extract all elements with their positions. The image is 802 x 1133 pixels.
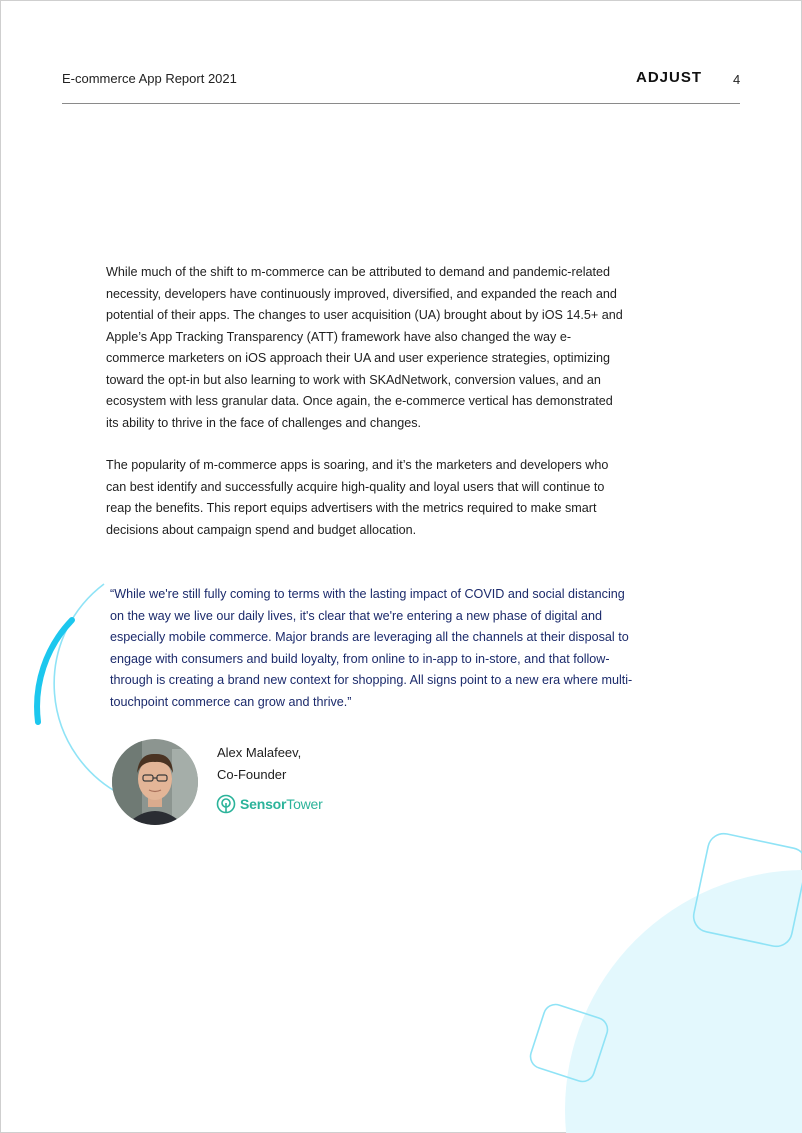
wordmark-bold: Sensor xyxy=(240,796,287,812)
author-avatar xyxy=(112,739,198,825)
sensor-tower-wordmark xyxy=(240,796,323,812)
sensor-tower-logo xyxy=(216,793,323,815)
body-paragraph-1: While much of the shift to m-commerce can be attributed to demand and pandemic-related necessity, developers have continuously improved, diversified, and expanded the reach and potential of their apps. The changes to user acquisition (UA) brought about by iOS 14.5+ and Apple’s App Tracking Transparency (ATT) framework have also changed the way e-commerce marketers on iOS approach their UA and user experience strategies, optimizing toward the opt-in but also learning to work with SKAdNetwork, conversion values, and an ecosystem with less granular data. Once again, the e-commerce vertical has demonstrated its ability to thrive in the face of challenges and changes. xyxy=(106,265,623,430)
pull-quote: “While we're still fully coming to terms with the lasting impact of COVID and social distancing on the way we live our daily lives, it's clear that we're entering a new phase of digital and especially mobile commerce. Major brands are leveraging all the channels at their disposal to engage with consumers and build loyalty, from online to in-app to in-store, and that follow-through is creating a brand new context for shopping. All signs point to a new era where multi-touchpoint commerce can grow and thrive.” xyxy=(110,587,633,709)
sensor-tower-icon xyxy=(216,794,236,814)
author-name: Alex Malafeev, xyxy=(217,745,302,760)
body-paragraph-2: The popularity of m-commerce apps is soaring, and it’s the marketers and developers who can best identify and successfully acquire high-quality and loyal users that will continue to reap the benefits. This report equips advertisers with the metrics required to make smart decisions about campaign spend and budget allocation. xyxy=(106,458,609,537)
page-number: 4 xyxy=(733,72,741,87)
bottom-right-cyan-blob xyxy=(565,870,802,1133)
wordmark-rest: Tower xyxy=(286,796,323,812)
header-divider xyxy=(62,103,740,104)
report-title: E-commerce App Report 2021 xyxy=(62,71,237,86)
author-role: Co-Founder xyxy=(217,767,287,782)
adjust-logo: ADJUST xyxy=(636,69,703,86)
